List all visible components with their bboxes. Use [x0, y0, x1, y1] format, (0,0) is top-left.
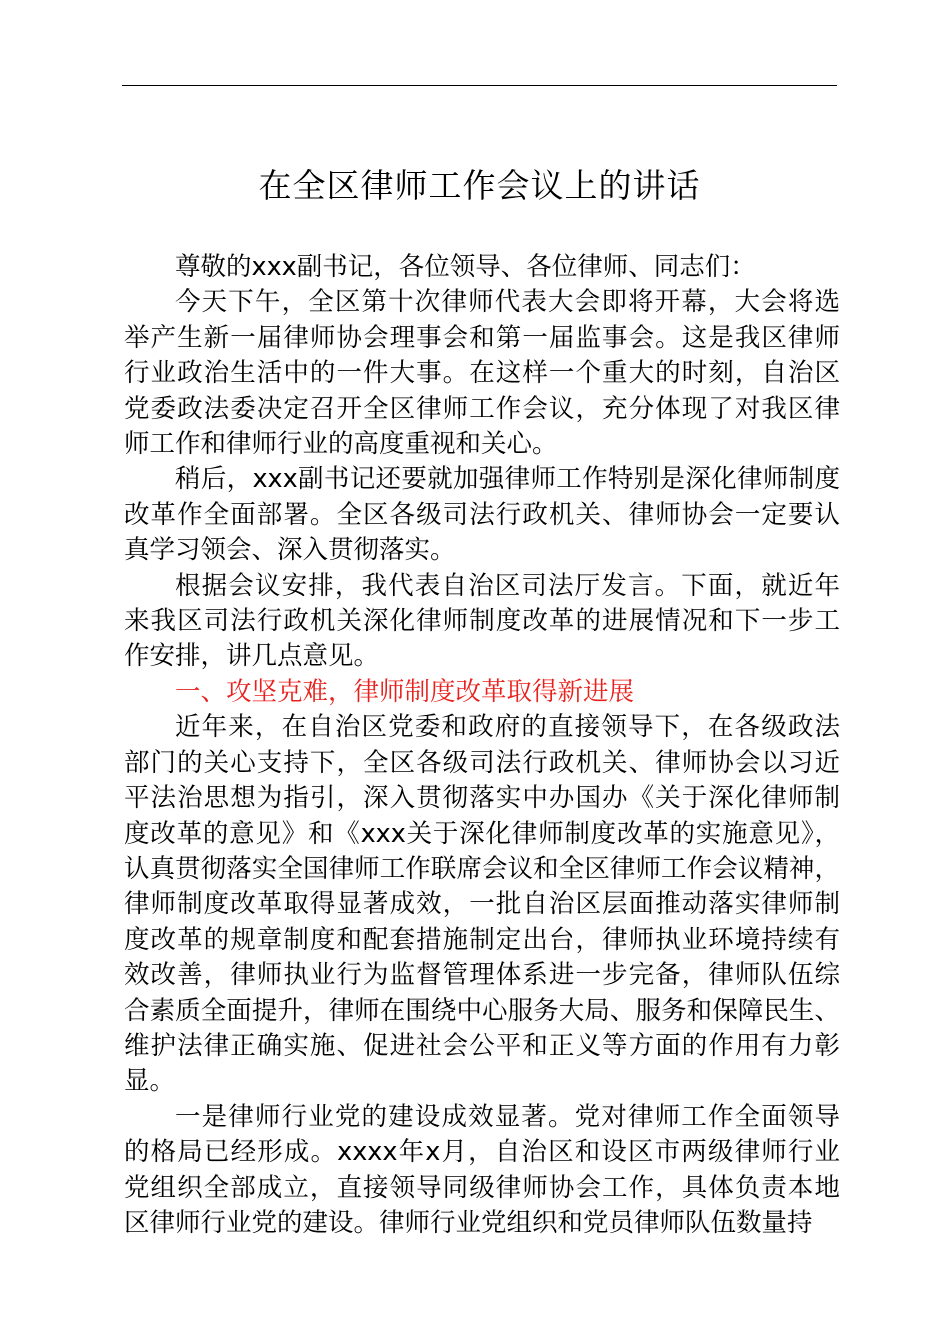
text-line: 来我区司法行政机关深化律师制度改革的进展情况和下一步工 [124, 606, 840, 637]
text-line: 认真贯彻落实全国律师工作联席会议和全区律师工作会议精神， [124, 853, 840, 884]
text-line: 律师制度改革取得显著成效，一批自治区层面推动落实律师制 [124, 889, 840, 920]
paragraph [124, 569, 840, 675]
text-line: 作安排，讲几点意见。 [124, 641, 380, 672]
text-line: 显。 [124, 1066, 176, 1097]
text-line: 区律师行业党的建设。律师行业党组织和党员律师队伍数量持 [124, 1207, 813, 1238]
text-line: 维护法律正确实施、促进社会公平和正义等方面的作用有力彰 [124, 1030, 840, 1061]
text-line: 根据会议安排，我代表自治区司法厅发言。下面，就近年 [175, 570, 840, 601]
text-line: 党组织全部成立，直接领导同级律师协会工作，具体负责本地 [124, 1172, 840, 1203]
header-rule [122, 85, 837, 86]
document-body [124, 250, 840, 1241]
text-line: 的格局已经形成。xxxx年x月，自治区和设区市两级律师行业 [124, 1137, 840, 1168]
text-line: 平法治思想为指引，深入贯彻落实中办国办《关于深化律师制 [124, 783, 840, 814]
text-line: 度改革的意见》和《xxx关于深化律师制度改革的实施意见》， [124, 818, 840, 849]
text-line: 部门的关心支持下，全区各级司法行政机关、律师协会以习近 [124, 747, 840, 778]
paragraph [124, 1100, 840, 1242]
document-title: 在全区律师工作会议上的讲话 [258, 166, 701, 205]
text-line: 师工作和律师行业的高度重视和关心。 [124, 429, 558, 460]
text-line: 度改革的规章制度和配套措施制定出台，律师执业环境持续有 [124, 924, 840, 955]
text-line: 稍后，xxx副书记还要就加强律师工作特别是深化律师制度 [175, 464, 840, 495]
text-line: 效改善，律师执业行为监督管理体系进一步完备，律师队伍综 [124, 960, 840, 991]
text-line: 党委政法委决定召开全区律师工作会议，充分体现了对我区律 [124, 393, 840, 424]
paragraph [124, 462, 840, 568]
text-line: 近年来，在自治区党委和政府的直接领导下，在各级政法 [175, 712, 840, 743]
text-line: 今天下午，全区第十次律师代表大会即将开幕，大会将选 [175, 287, 840, 318]
text-line: 改革作全面部署。全区各级司法行政机关、律师协会一定要认 [124, 499, 840, 530]
text-line: 一是律师行业党的建设成效显著。党对律师工作全面领导 [175, 1101, 840, 1132]
text-line: 真学习领会、深入贯彻落实。 [124, 535, 456, 566]
text-line: 合素质全面提升，律师在围绕中心服务大局、服务和保障民生、 [124, 995, 840, 1026]
paragraph [124, 710, 840, 1099]
text-line: 行业政治生活中的一件大事。在这样一个重大的时刻，自治区 [124, 358, 840, 389]
text-line: 尊敬的xxx副书记，各位领导、各位律师、同志们： [175, 252, 756, 282]
paragraph [124, 285, 840, 462]
section-heading [124, 675, 840, 710]
text-line: 举产生新一届律师协会理事会和第一届监事会。这是我区律师 [124, 322, 840, 353]
salutation [124, 250, 840, 285]
text-line: 一、攻坚克难，律师制度改革取得新进展 [175, 676, 635, 707]
